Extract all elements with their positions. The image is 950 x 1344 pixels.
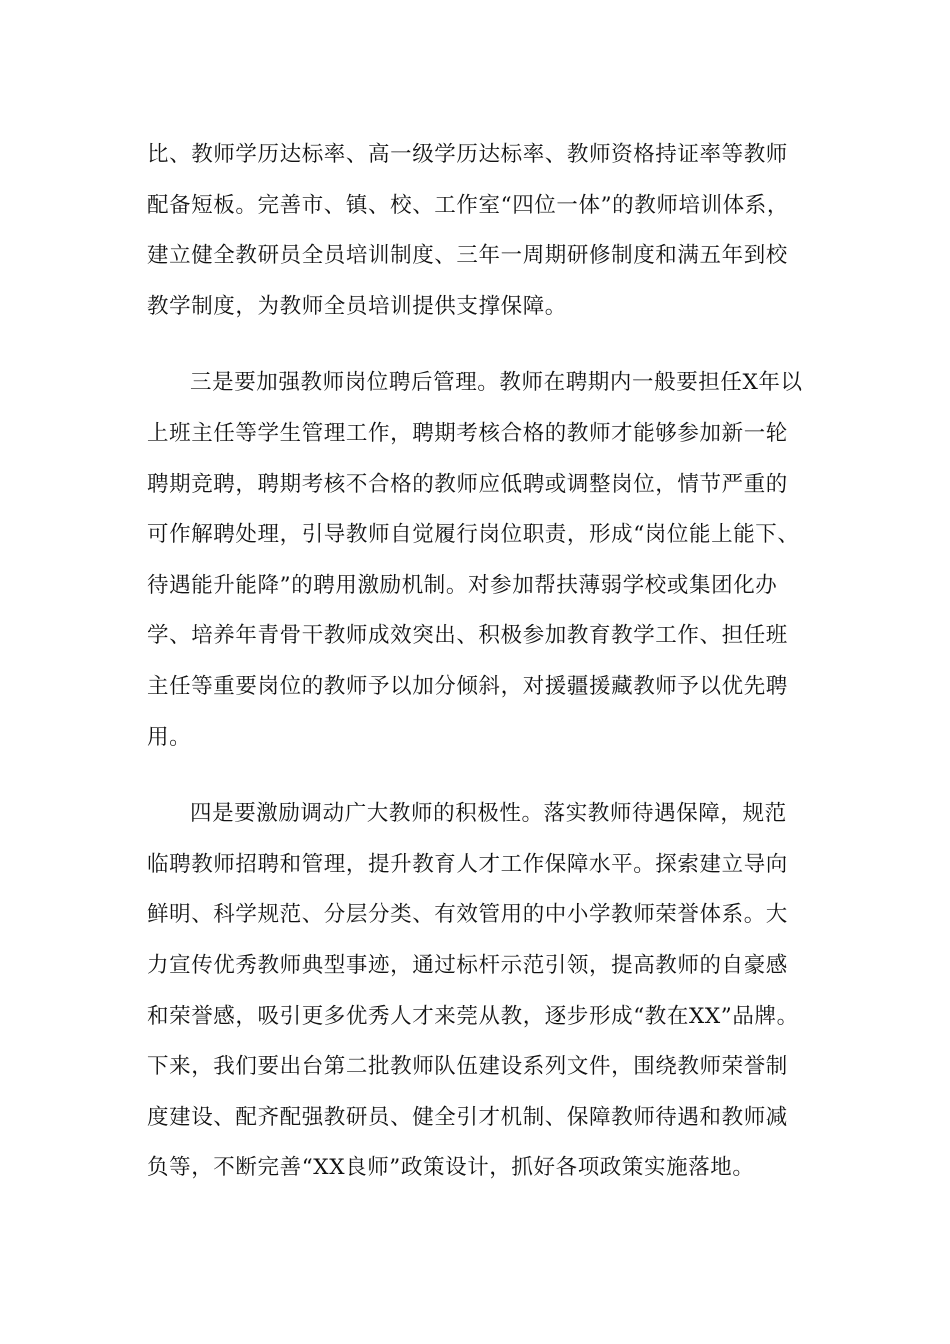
- text-line: 待遇能升能降”的聘用激励机制。对参加帮扶薄弱学校或集团化办: [147, 572, 778, 598]
- text-line: 比、教师学历达标率、高一级学历达标率、教师资格持证率等教师: [147, 142, 788, 167]
- text-line: 可作解聘处理，引导教师自觉履行岗位职责，形成“岗位能上能下、: [147, 522, 800, 548]
- text-line: 用。: [147, 724, 192, 750]
- text-line: 鲜明、科学规范、分层分类、有效管用的中小学教师荣誉体系。大: [147, 902, 788, 928]
- text-line: 主任等重要岗位的教师予以加分倾斜，对援疆援藏教师予以优先聘: [147, 673, 788, 699]
- text-line: 和荣誉感，吸引更多优秀人才来莞从教，逐步形成“教在XX”品牌。: [147, 1003, 799, 1029]
- text-line: 临聘教师招聘和管理，提升教育人才工作保障水平。探索建立导向: [147, 851, 788, 877]
- text-line: 建立健全教研员全员培训制度、三年一周期研修制度和满五年到校: [147, 243, 788, 269]
- text-line: 上班主任等学生管理工作，聘期考核合格的教师才能够参加新一轮: [147, 420, 788, 446]
- document-body: [147, 130, 807, 1194]
- text-line: 教学制度，为教师全员培训提供支撑保障。: [147, 293, 567, 319]
- text-line: 负等，不断完善“XX良师”政策设计，抓好各项政策实施落地。: [147, 1155, 755, 1181]
- paragraph-training-system: [147, 130, 807, 332]
- text-line: 四是要激励调动广大教师的积极性。落实教师待遇保障，规范: [190, 801, 787, 827]
- text-line: 配备短板。完善市、镇、校、工作室“四位一体”的教师培训体系，: [147, 192, 789, 218]
- text-line: 度建设、配齐配强教研员、健全引才机制、保障教师待遇和教师减: [147, 1104, 788, 1130]
- text-line: 下来，我们要出台第二批教师队伍建设系列文件，围绕教师荣誉制: [147, 1054, 788, 1080]
- text-line: 三是要加强教师岗位聘后管理。教师在聘期内一般要担任X年以: [190, 370, 803, 396]
- text-line: 聘期竞聘，聘期考核不合格的教师应低聘或调整岗位，情节严重的: [147, 471, 788, 497]
- paragraph-teacher-incentives: [147, 789, 807, 1194]
- paragraph-post-management: [147, 358, 807, 763]
- text-line: 力宣传优秀教师典型事迹，通过标杆示范引领，提高教师的自豪感: [147, 952, 788, 978]
- text-line: 学、培养年青骨干教师成效突出、积极参加教育教学工作、担任班: [147, 623, 788, 649]
